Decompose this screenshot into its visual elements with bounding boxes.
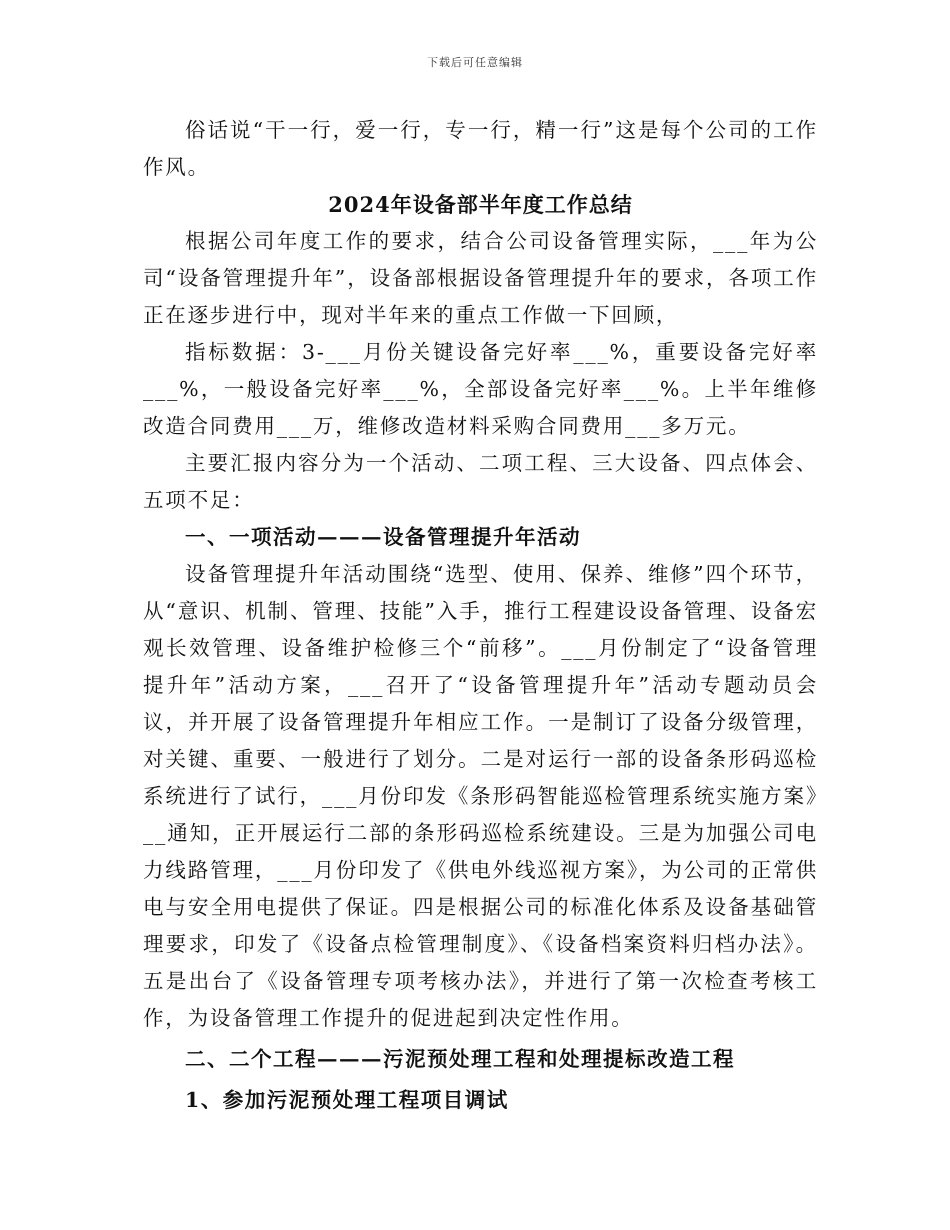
paragraph-background: 根据公司年度工作的要求，结合公司设备管理实际，___年为公司“设备管理提升年”，设备部根据设备管理提升年的要求，各项工作正在逐步进行中，现对半年来的重点工作做一下回顾，	[143, 229, 818, 327]
intro-paragraph: 俗话说“干一行，爱一行，专一行，精一行”这是每个公司的工作作风。	[143, 118, 818, 179]
section-heading-activity: 一、一项活动———设备管理提升年活动	[185, 525, 581, 549]
paragraph-activity-details: 设备管理提升年活动围绕“选型、使用、保养、维修”四个环节，从“意识、机制、管理、技能”入手，推行工程建设设备管理、设备宏观长效管理、设备维护检修三个“前移”。___月份制定了“设备管理提升年”活动方案，___召开了“设备管理提升年”活动专题动员会议，并开展了设备管理提升年相应工作。一是制订了设备分级管理，对关键、重要、一般进行了划分。二是对运行一部的设备条形码巡检系统进行了试行，___月份印发《条形码智能巡检管理系统实施方案》__通知，正开展运行二部的条形码巡检系统建设。三是为加强公司电力线路管理，___月份印发了《供电外线巡视方案》，为公司的正常供电与安全用电提供了保证。四是根据公司的标准化体系及设备基础管理要求，印发了《设备点检管理制度》、《设备档案资料归档办法》。五是出台了《设备管理专项考核办法》，并进行了第一次检查考核工作，为设备管理工作提升的促进起到决定性作用。	[143, 562, 818, 1030]
section-heading-projects: 二、二个工程———污泥预处理工程和处理提标改造工程	[185, 1047, 735, 1071]
document-title: 2024年设备部半年度工作总结	[328, 192, 633, 217]
document-body	[143, 112, 818, 1119]
subsection-heading-sludge-debugging: 1、参加污泥预处理工程项目调试	[185, 1088, 509, 1112]
paragraph-report-outline: 主要汇报内容分为一个活动、二项工程、三大设备、四点体会、五项不足：	[143, 451, 818, 512]
paragraph-indicator-data: 指标数据：3-___月份关键设备完好率___%，重要设备完好率___%，一般设备完好率___%，全部设备完好率___%。上半年维修改造合同费用___万，维修改造材料采购合同费用___多万元。	[143, 340, 818, 438]
page-header-note: 下载后可任意编辑	[427, 56, 523, 69]
